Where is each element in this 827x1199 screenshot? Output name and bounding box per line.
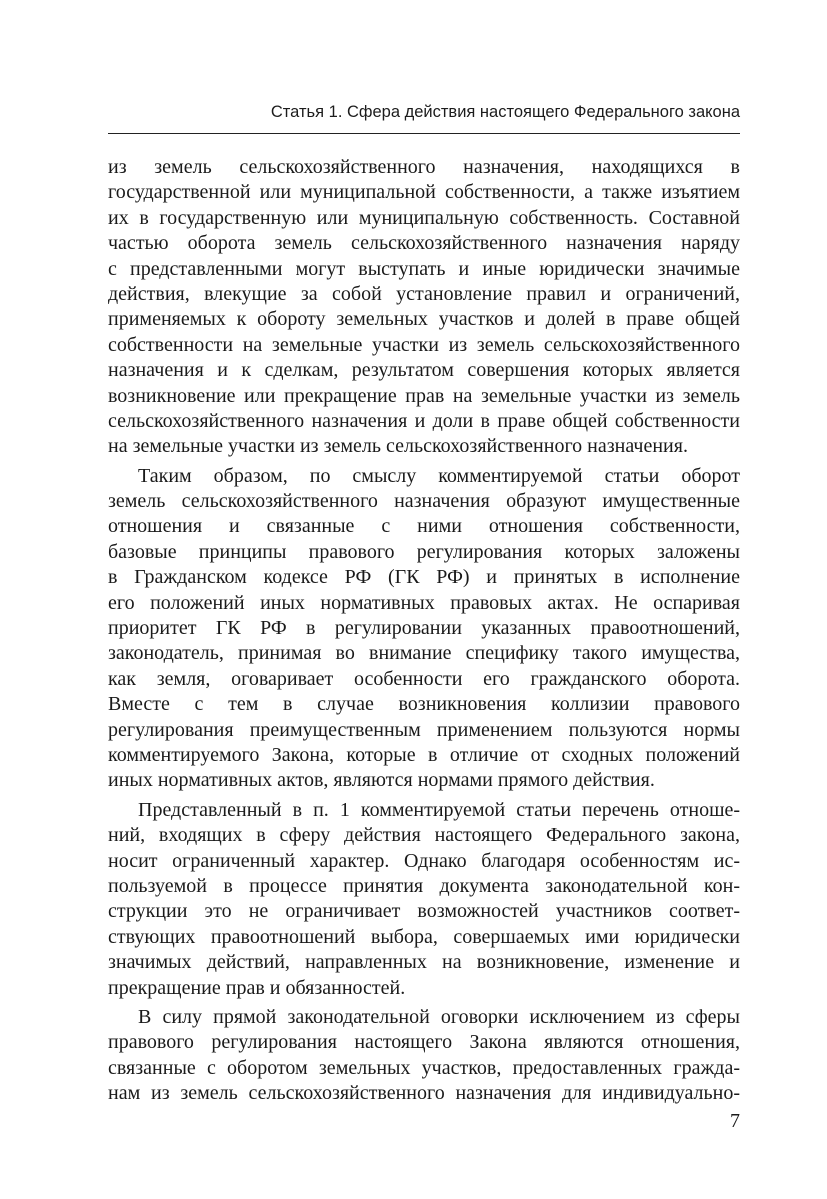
paragraph-1 [108,155,740,460]
text-line: носит ограниченный характер. Однако благодаря особенностям ис- [108,849,740,872]
text-line: возникновение или прекращение прав на земельные участки из земель [108,384,740,407]
paragraph-2 [108,464,740,794]
body-text [108,155,740,1106]
text-line: правового регулирования настоящего Закона являются отношения, [108,1031,740,1054]
page-number: 7 [730,1110,740,1132]
text-line: с представленными могут выступать и иные юридически значимые [108,257,740,280]
text-line: на земельные участки из земель сельскохозяйственного назначения. [108,435,688,458]
text-line: комментируемого Закона, которые в отличие от сходных положений [108,743,740,766]
text-line: как земля, оговаривает особенности его гражданского оборота. [108,667,740,690]
text-line: прекращение прав и обязанностей. [108,976,406,999]
text-line: нам из земель сельскохозяйственного назначения для индивидуально- [108,1082,740,1105]
text-line: его положений иных нормативных правовых актах. Не оспаривая [108,591,740,614]
text-line: Вместе с тем в случае возникновения коллизии правового [108,693,740,716]
text-line: действия, влекущие за собой установление правил и ограничений, [108,282,740,305]
text-line: Таким образом, по смыслу комментируемой статьи оборот [138,464,740,487]
text-line: значимых действий, направленных на возникновение, изменение и [108,951,740,974]
text-line: отношения и связанные с ними отношения собственности, [108,515,740,538]
paragraph-3 [108,798,740,1001]
text-line: частью оборота земель сельскохозяйственного назначения наряду [108,232,740,255]
running-head-title: Статья 1. Сфера действия настоящего Федерального закона [270,103,740,121]
text-line: пользуемой в процессе принятия документа законодательной кон- [108,874,740,897]
text-line: государственной или муниципальной собственности, а также изъятием [108,181,740,204]
text-line: законодатель, принимая во внимание специфику такого имущества, [108,642,740,665]
text-line: В силу прямой законодательной оговорки исключением из сферы [138,1005,740,1028]
text-line: связанные с оборотом земельных участков, предоставленных гражда- [108,1056,740,1079]
text-line: их в государственную или муниципальную собственность. Составной [108,206,740,229]
text-line: ствующих правоотношений выбора, совершаемых ими юридически [108,925,740,948]
text-line: струкции это не ограничивает возможностей участников соответ- [108,900,740,923]
text-line: из земель сельскохозяйственного назначения, находящихся в [108,156,740,178]
text-line: собственности на земельные участки из земель сельскохозяйственного [108,333,740,356]
paragraph-4 [108,1005,740,1107]
text-line: ний, входящих в сферу действия настоящего Федерального закона, [108,824,740,847]
text-line: регулирования преимущественным применением пользуются нормы [108,718,740,741]
text-line: иных нормативных актов, являются нормами прямого действия. [108,769,655,792]
text-line: земель сельскохозяйственного назначения образуют имущественные [108,490,740,513]
text-line: Представленный в п. 1 комментируемой статьи перечень отноше- [138,798,740,821]
text-line: сельскохозяйственного назначения и доли в праве общей собственности [108,409,740,432]
text-line: базовые принципы правового регулирования которых заложены [108,540,740,563]
text-line: в Гражданском кодексе РФ (ГК РФ) и принятых в исполнение [108,566,740,589]
header-rule [108,133,740,134]
text-line: применяемых к обороту земельных участков и долей в праве общей [108,308,740,331]
text-line: назначения и к сделкам, результатом совершения которых является [108,359,740,382]
text-line: приоритет ГК РФ в регулировании указанных правоотношений, [108,617,740,640]
